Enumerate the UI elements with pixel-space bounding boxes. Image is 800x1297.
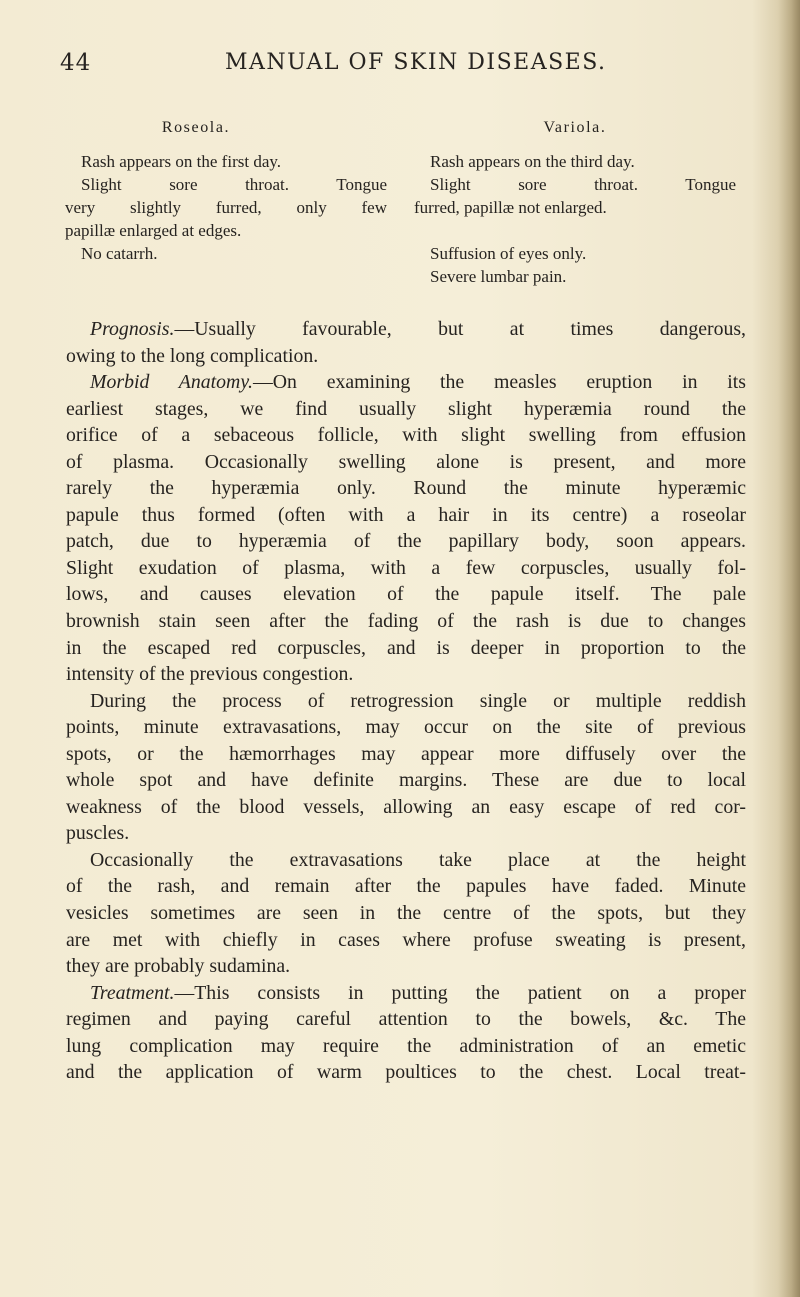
roseola-line: Slight sore throat. Tongue bbox=[81, 175, 387, 194]
extravasations-line: are met with chiefly in cases where profuse sweating is present, bbox=[66, 928, 746, 951]
roseola-line: Rash appears on the first day. bbox=[81, 152, 282, 171]
variola-line: Slight sore throat. Tongue bbox=[430, 175, 736, 194]
running-head bbox=[60, 50, 760, 80]
variola-line: Rash appears on the third day. bbox=[430, 152, 635, 171]
roseola-heading: Roseola. bbox=[161, 119, 231, 136]
retrogression-line: weakness of the blood vessels, allowing an easy escape of red cor- bbox=[66, 795, 746, 818]
treatment-paragraph-line: Treatment.—This consists in putting the patient on a proper bbox=[90, 981, 746, 1004]
extravasations-line: Occasionally the extravasations take place at the height bbox=[90, 848, 746, 871]
page-number: 44 bbox=[60, 50, 92, 76]
retrogression-line: spots, or the hæmorrhages may appear more diffusely over the bbox=[66, 742, 746, 765]
morbid-anatomy-line: patch, due to hyperæmia of the papillary body, soon appears. bbox=[66, 530, 746, 553]
retrogression-line: puscles. bbox=[66, 822, 130, 845]
morbid-anatomy-paragraph-line: Morbid Anatomy.—On examining the measles eruption in its bbox=[90, 371, 746, 394]
roseola-line: papillæ enlarged at edges. bbox=[65, 221, 242, 240]
roseola-line: very slightly furred, only few bbox=[65, 198, 387, 217]
prognosis-paragraph-line: Prognosis.—Usually favourable, but at times dangerous, bbox=[90, 318, 746, 340]
variola-column bbox=[414, 116, 736, 288]
morbid-anatomy-line: in the escaped red corpuscles, and is deeper in proportion to the bbox=[66, 636, 746, 659]
extravasations-line: of the rash, and remain after the papules have faded. Minute bbox=[66, 875, 746, 898]
extravasations-line: vesicles sometimes are seen in the centre of the spots, but they bbox=[66, 902, 746, 925]
variola-heading: Variola. bbox=[543, 119, 607, 136]
variola-line: Suffusion of eyes only. bbox=[430, 244, 587, 263]
body-text bbox=[66, 316, 746, 1086]
running-title: MANUAL OF SKIN DISEASES. bbox=[225, 50, 607, 75]
morbid-anatomy-line: earliest stages, we find usually slight hyperæmia round the bbox=[66, 397, 746, 420]
morbid-anatomy-line: Slight exudation of plasma, with a few corpuscles, usually fol- bbox=[66, 556, 746, 579]
morbid-anatomy-line: intensity of the previous congestion. bbox=[66, 663, 354, 686]
morbid-anatomy-line: brownish stain seen after the fading of the rash is due to changes bbox=[66, 610, 746, 633]
morbid-anatomy-line: lows, and causes elevation of the papule itself. The pale bbox=[66, 583, 746, 606]
retrogression-line: During the process of retrogression single or multiple reddish bbox=[90, 689, 746, 712]
retrogression-line: whole spot and have definite margins. These are due to local bbox=[66, 769, 746, 792]
morbid-anatomy-term: Morbid Anatomy. bbox=[90, 371, 253, 394]
retrogression-line: points, minute extravasations, may occur on the site of previous bbox=[66, 716, 746, 739]
roseola-column bbox=[65, 116, 387, 265]
morbid-anatomy-line: of plasma. Occasionally swelling alone is present, and more bbox=[66, 450, 746, 473]
morbid-anatomy-line: rarely the hyperæmia only. Round the minute hyperæmic bbox=[66, 477, 746, 500]
morbid-anatomy-line: papule thus formed (often with a hair in its centre) a roseolar bbox=[66, 503, 746, 526]
page-edge-shadow bbox=[778, 0, 800, 1297]
morbid-anatomy-line: orifice of a sebaceous follicle, with slight swelling from effusion bbox=[66, 424, 746, 447]
extravasations-line: they are probably sudamina. bbox=[66, 955, 291, 978]
variola-line: furred, papillæ not enlarged. bbox=[414, 198, 607, 217]
prognosis-line: owing to the long complication. bbox=[66, 344, 319, 367]
prognosis-term: Prognosis. bbox=[90, 318, 175, 340]
roseola-line: No catarrh. bbox=[81, 244, 158, 263]
treatment-term: Treatment. bbox=[90, 981, 175, 1004]
treatment-line: lung complication may require the administration of an emetic bbox=[66, 1034, 746, 1057]
variola-line: Severe lumbar pain. bbox=[430, 267, 567, 286]
treatment-line: regimen and paying careful attention to the bowels, &c. The bbox=[66, 1008, 746, 1031]
treatment-line: and the application of warm poultices to the chest. Local treat- bbox=[66, 1061, 746, 1084]
